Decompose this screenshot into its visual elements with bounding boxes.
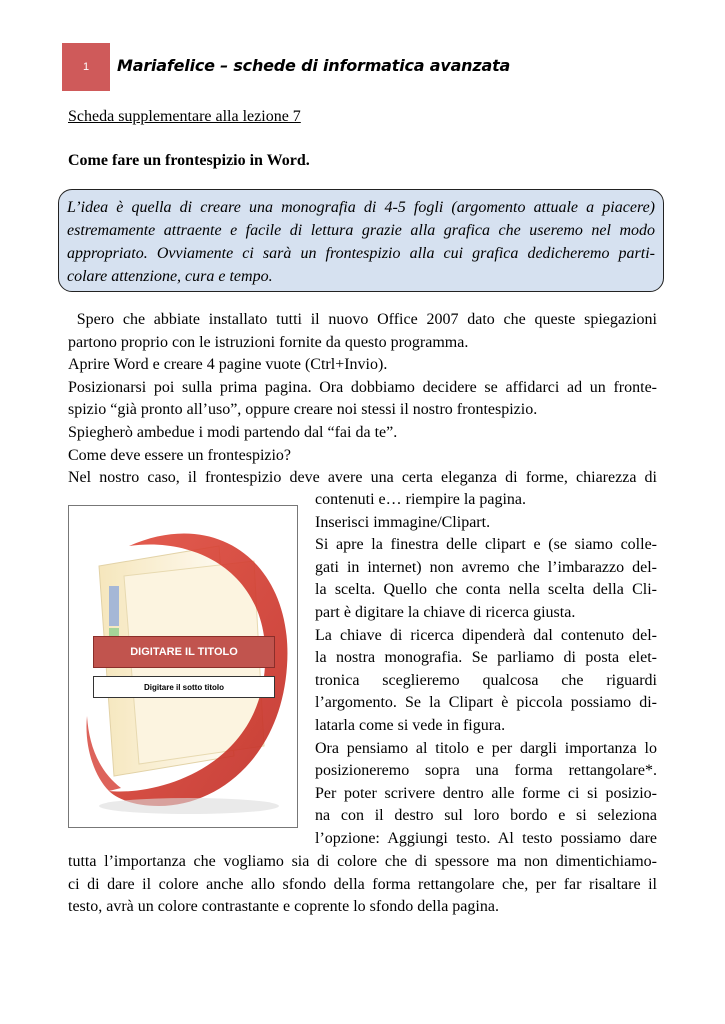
page-number-badge [62, 43, 110, 91]
callout-line: L’idea è quella di creare una monografia di 4-5 fogli (argomento attuale a piacere) [67, 199, 655, 216]
cover-title-text: DIGITARE IL TITOLO [130, 646, 238, 658]
header-title: Mariafelice – schede di informatica avanzata [117, 56, 511, 75]
body-line: partono proprio con le istruzioni fornite da questo programma. [68, 333, 469, 351]
right-line: part è digitare la chiave di ricerca giusta. [315, 603, 576, 621]
right-line: la nostra monografia. Se parliamo di posta elet- [315, 649, 657, 667]
right-line: Inserisci immagine/Clipart. [315, 513, 491, 531]
callout-line: appropriato. Ovviamente ci sarà un frontespizio alla cui grafica dedicheremo parti- [67, 245, 655, 262]
right-line: La chiave di ricerca dipenderà dal contenuto del- [315, 626, 657, 644]
page-number: 1 [82, 61, 90, 73]
right-line: Per poter scrivere dentro alle forme ci si posizio- [315, 784, 657, 802]
body-line: Spero che abbiate installato tutti il nuovo Office 2007 dato che queste spiegazioni [68, 311, 657, 328]
right-column-text [315, 489, 657, 851]
cover-title-box [93, 636, 275, 668]
body-line: Spiegherò ambedue i modi partendo dal “fai da te”. [68, 423, 398, 441]
right-line: gati in internet) non avremo che l’imbarazzo del- [315, 558, 657, 576]
right-line: contenuti e… riempire la pagina. [315, 491, 527, 508]
body-line: Aprire Word e creare 4 pagine vuote (Ctrl+Invio). [68, 356, 388, 374]
right-line: la scelta. Quello che conta nella scelta della Cli- [315, 581, 657, 599]
document-heading: Come fare un frontespizio in Word. [68, 152, 310, 169]
body-line: spizio “già pronto all’uso”, oppure creare noi stessi il nostro frontespizio. [68, 401, 538, 419]
right-line: l’argomento. Se la Clipart è piccola possiamo di- [315, 694, 657, 712]
right-line: l’opzione: Aggiungi testo. Al testo possiamo dare [315, 829, 657, 847]
callout-line: colare attenzione, cura e tempo. [67, 268, 273, 285]
right-line: Ora pensiamo al titolo e per dargli importanza lo [315, 739, 657, 757]
body-line: Posizionarsi poi sulla prima pagina. Ora dobbiamo decidere se affidarci ad un fronte- [68, 378, 657, 396]
bottom-line: testo, avrà un colore contrastante e coprente lo sfondo della pagina. [68, 898, 499, 916]
bottom-line: ci di dare il colore anche allo sfondo della forma rettangolare che, per far risaltare il [68, 875, 657, 893]
right-line: na con il destro sul loro bordo e si seleziona [315, 807, 657, 825]
document-subtitle: Scheda supplementare alla lezione 7 [68, 108, 301, 125]
closing-paragraph [68, 851, 657, 919]
cover-page-figure [68, 505, 298, 828]
right-line: posizioneremo sopra una forma rettangolare*. [315, 762, 657, 780]
intro-callout [58, 189, 664, 292]
right-line: latarla come si vede in figura. [315, 716, 506, 734]
callout-line: estremamente attraente e facile di lettura grazie alla grafica che useremo nel modo [67, 222, 655, 239]
body-line: Come deve essere un frontespizio? [68, 446, 292, 464]
body-paragraph [68, 309, 657, 490]
cover-subtitle-box [93, 676, 275, 698]
right-line: Si apre la finestra delle clipart e (se siamo colle- [315, 536, 657, 554]
cover-subtitle-text: Digitare il sotto titolo [144, 682, 224, 692]
right-line: tronica sceglieremo qualcosa che riguardi [315, 671, 657, 689]
bottom-line: tutta l’importanza che vogliamo sia di colore che di spessore ma non dimentichiamo- [68, 853, 657, 870]
body-line: Nel nostro caso, il frontespizio deve avere una certa eleganza di forme, chiarezza di [68, 469, 657, 487]
